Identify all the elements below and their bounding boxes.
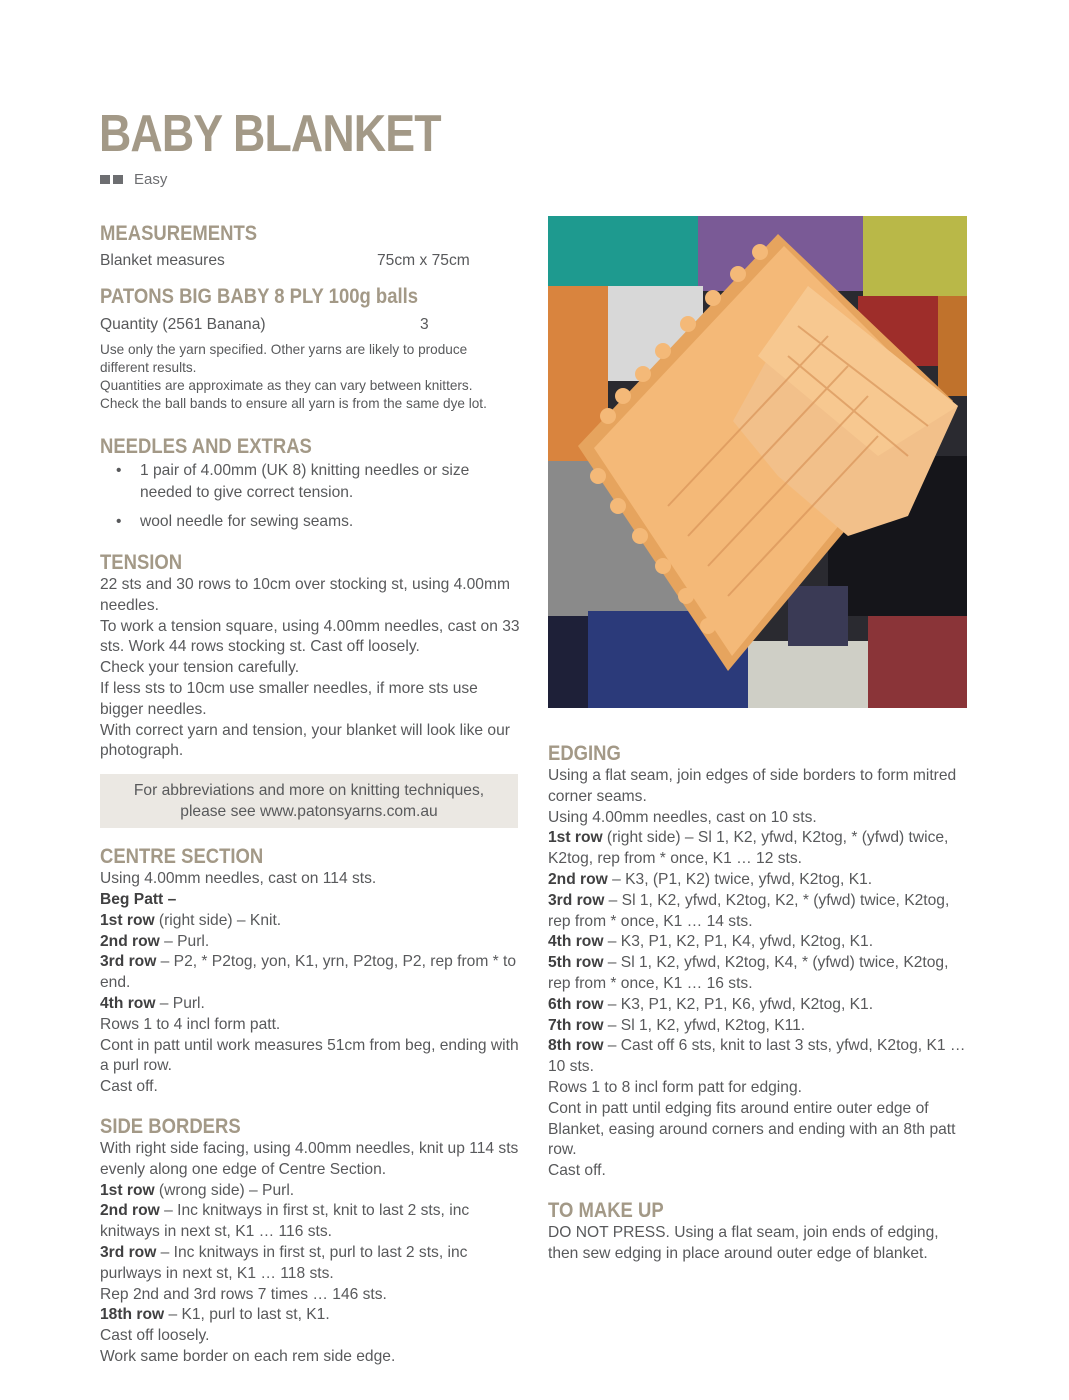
yarn-notes xyxy=(100,341,505,413)
edging-outro: Rows 1 to 8 incl form patt for edging. xyxy=(548,1078,802,1096)
left-column xyxy=(100,222,520,1368)
centre-outro: Cast off. xyxy=(100,1078,158,1096)
centre-outro: Rows 1 to 4 incl form patt. xyxy=(100,1015,281,1033)
centre-section-text xyxy=(100,869,520,1098)
measurements-label: Blanket measures xyxy=(100,252,225,269)
edging-heading: EDGING xyxy=(548,742,621,765)
page-title: BABY BLANKET xyxy=(99,105,441,163)
yarn-note: Use only the yarn specified. Other yarns are likely to produce different results. xyxy=(100,342,468,375)
pattern-row: 5th row – Sl 1, K2, yfwd, K2tog, K4, * (yfwd) twice, K2tog, rep from * once, K1 … 16 sts. xyxy=(548,954,949,992)
tension-line: With correct yarn and tension, your blanket will look like our photograph. xyxy=(100,721,510,760)
tension-line: Check your tension carefully. xyxy=(100,659,300,677)
measurements-heading: MEASUREMENTS xyxy=(100,222,258,245)
pattern-row: 8th row – Cast off 6 sts, knit to last 3 sts, yfwd, K2tog, K1 … 10 sts. xyxy=(548,1037,966,1076)
edging-text xyxy=(548,766,973,1182)
yarn-heading: PATONS BIG BABY 8 PLY 100g balls xyxy=(100,285,419,308)
pattern-row: 4th row – K3, P1, K2, P1, K4, yfwd, K2tog, K1. xyxy=(548,933,874,951)
pattern-row: 6th row – K3, P1, K2, P1, K6, yfwd, K2tog, K1. xyxy=(548,995,874,1013)
list-item: • 1 pair of 4.00mm (UK 8) knitting needles or size needed to give correct tension. xyxy=(116,462,470,501)
yarn-quantity-label: Quantity (2561 Banana) xyxy=(100,316,266,333)
centre-section-heading: CENTRE SECTION xyxy=(100,845,264,869)
pattern-row: 2nd row – Inc knitways in first st, knit to last 2 sts, inc knitways in next st, K1 … 116 sts. xyxy=(100,1202,470,1241)
difficulty-square-icon xyxy=(100,175,110,184)
edging-outro: Cont in patt until edging fits around entire outer edge of Blanket, easing around corners and ending with an 8th patt row. xyxy=(548,1099,956,1159)
make-up-text xyxy=(548,1223,948,1265)
side-borders-heading: SIDE BORDERS xyxy=(100,1114,241,1138)
pattern-row: 1st row (right side) – Knit. xyxy=(100,911,282,929)
measurements-row xyxy=(100,251,520,271)
pattern-row: 4th row – Purl. xyxy=(100,994,205,1012)
side-outro: Cast off loosely. xyxy=(100,1327,210,1345)
difficulty-rating xyxy=(100,171,167,188)
yarn-quantity-row xyxy=(100,315,520,335)
side-repeat: Rep 2nd and 3rd rows 7 times … 146 sts. xyxy=(100,1285,387,1303)
list-item: • wool needle for sewing seams. xyxy=(100,511,500,533)
make-up-line: DO NOT PRESS. Using a flat seam, join ends of edging, then sew edging in place around outer edge of blanket. xyxy=(548,1223,939,1262)
tension-line: If less sts to 10cm use smaller needles, if more sts use bigger needles. xyxy=(100,679,478,718)
centre-outro: Cont in patt until work measures 51cm from beg, ending with a purl row. xyxy=(100,1036,519,1075)
side-intro: With right side facing, using 4.00mm needles, knit up 114 sts evenly along one edge of Centre Section. xyxy=(100,1139,519,1178)
side-borders-text xyxy=(100,1139,520,1368)
yarn-note: Quantities are approximate as they can vary between knitters. Check the ball bands to ensure all yarn is from the same dye lot. xyxy=(100,378,487,411)
pattern-row: 1st row (wrong side) – Purl. xyxy=(100,1181,295,1199)
pattern-row: 2nd row – Purl. xyxy=(100,932,210,950)
blanket-photo-image xyxy=(548,216,967,708)
note-line: For abbreviations and more on knitting techniques, xyxy=(133,782,485,800)
pattern-row: 1st row (right side) – Sl 1, K2, yfwd, K2tog, * (yfwd) twice, K2tog, rep from * once, K1 … 12 sts. xyxy=(548,829,949,868)
yarn-quantity-value: 3 xyxy=(420,316,429,333)
measurements-value: 75cm x 75cm xyxy=(377,252,470,269)
edging-outro: Cast off. xyxy=(548,1162,606,1180)
blanket-photo xyxy=(548,216,967,708)
side-outro: Work same border on each rem side edge. xyxy=(100,1347,396,1365)
pattern-row: 3rd row – Inc knitways in first st, purl to last 2 sts, inc purlways in next st, K1 … 118 sts. xyxy=(100,1243,468,1282)
pattern-row: 3rd row – Sl 1, K2, yfwd, K2tog, K2, * (yfwd) twice, K2tog, rep from * once, K1 … 14 sts. xyxy=(548,891,950,930)
needles-heading: NEEDLES AND EXTRAS xyxy=(100,435,312,458)
pattern-row: 18th row – K1, purl to last st, K1. xyxy=(100,1306,330,1324)
tension-line: 22 sts and 30 rows to 10cm over stocking st, using 4.00mm needles. xyxy=(100,576,510,614)
needles-list xyxy=(100,460,500,533)
abbreviations-note xyxy=(100,774,518,828)
edging-intro: Using 4.00mm needles, cast on 10 sts. xyxy=(548,808,817,826)
pattern-row: 7th row – Sl 1, K2, yfwd, K2tog, K11. xyxy=(548,1016,806,1034)
difficulty-label: Easy xyxy=(134,171,168,188)
make-up-heading: TO MAKE UP xyxy=(548,1198,664,1222)
difficulty-square-icon xyxy=(113,175,123,184)
beg-patt-label: Beg Patt – xyxy=(100,890,177,908)
tension-line: To work a tension square, using 4.00mm needles, cast on 33 sts. Work 44 rows stocking st. Cast off loosely. xyxy=(100,617,520,656)
tension-heading: TENSION xyxy=(100,551,183,574)
edging-intro: Using a flat seam, join edges of side borders to form mitred corner seams. xyxy=(548,767,957,805)
right-column xyxy=(548,742,978,1265)
bullet-icon: • xyxy=(116,462,122,479)
tension-text xyxy=(100,575,520,762)
pattern-row: 2nd row – K3, (P1, K2) twice, yfwd, K2tog, K1. xyxy=(548,870,873,888)
centre-intro: Using 4.00mm needles, cast on 114 sts. xyxy=(100,870,377,888)
note-line: please see www.patonsyarns.com.au xyxy=(180,803,438,821)
pattern-row: 3rd row – P2, * P2tog, yon, K1, yrn, P2tog, P2, rep from * to end. xyxy=(100,953,517,992)
bullet-icon: • xyxy=(116,513,122,530)
